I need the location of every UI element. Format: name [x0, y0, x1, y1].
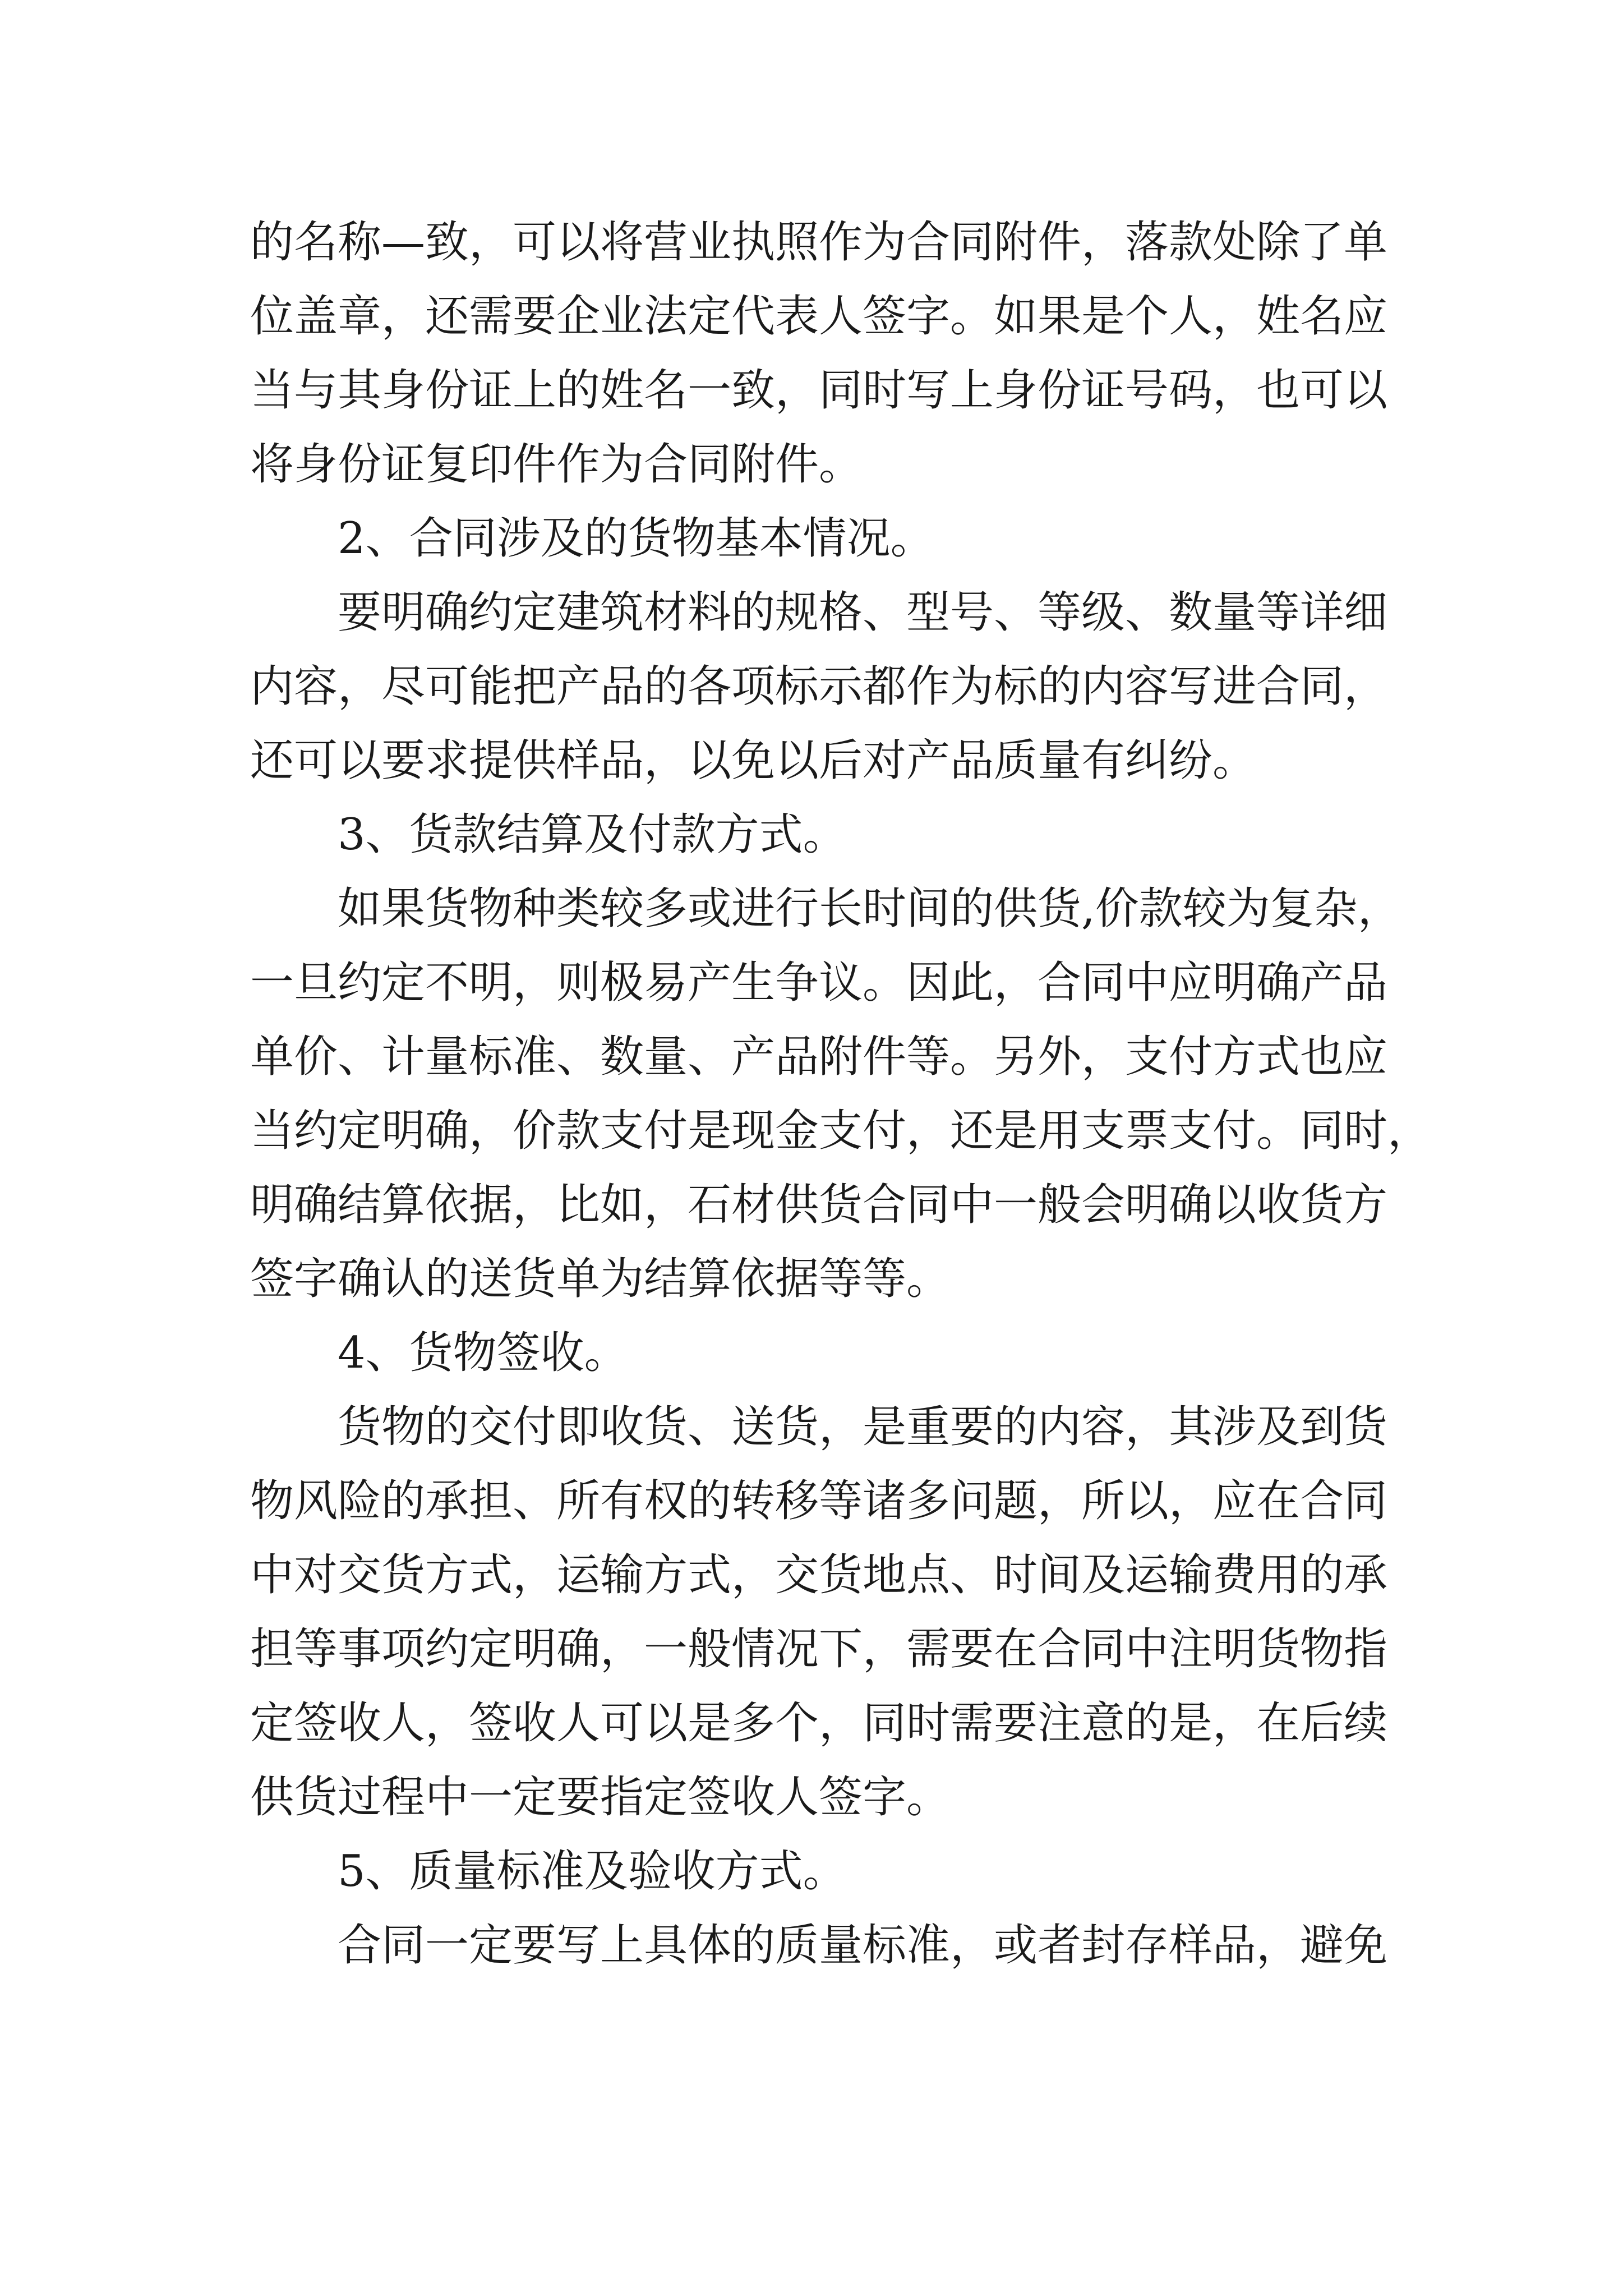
text-line: 还可以要求提供样品，以免以后对产品质量有纠纷。 — [250, 735, 1257, 786]
text-line: 3、货款结算及付款方式。 — [338, 809, 847, 860]
text-line: 位盖章，还需要企业法定代表人签字。如果是个人，姓名应 — [250, 291, 1388, 342]
text-line: 供货过程中一定要指定签收人签字。 — [250, 1772, 951, 1823]
text-line: 5、质量标准及验收方式。 — [338, 1846, 847, 1897]
text-line: 当与其身份证上的姓名一致，同时写上身份证号码，也可以 — [250, 365, 1388, 416]
text-line: 定签收人，签收人可以是多个，同时需要注意的是，在后续 — [250, 1698, 1388, 1749]
text-line: 内容，尽可能把产品的各项标示都作为标的内容写进合同， — [250, 661, 1388, 712]
text-line: 要明确约定建筑材料的规格、型号、等级、数量等详细 — [338, 587, 1388, 638]
text-line: 明确结算依据，比如，石材供货合同中一般会明确以收货方 — [250, 1180, 1388, 1230]
text-line: 当约定明确，价款支付是现金支付，还是用支票支付。同时， — [250, 1106, 1432, 1156]
text-line: 一旦约定不明，则极易产生争议。因此，合同中应明确产品 — [250, 958, 1388, 1008]
text-line: 担等事项约定明确，一般情况下，需要在合同中注明货物指 — [250, 1624, 1388, 1674]
text-line: 4、货物签收。 — [338, 1328, 628, 1378]
text-line: 单价、计量标准、数量、产品附件等。另外，支付方式也应 — [250, 1032, 1388, 1082]
text-line: 中对交货方式，运输方式，交货地点、时间及运输费用的承 — [250, 1550, 1388, 1600]
text-line: 合同一定要写上具体的质量标准，或者封存样品，避免 — [338, 1920, 1388, 1971]
text-line: 如果货物种类较多或进行长时间的供货,价款较为复杂， — [338, 884, 1401, 934]
text-line: 的名称—致，可以将营业执照作为合同附件，落款处除了单 — [250, 217, 1388, 268]
text-line: 2、合同涉及的货物基本情况。 — [338, 513, 934, 564]
text-line: 将身份证复印件作为合同附件。 — [250, 439, 863, 490]
text-line: 签字确认的送货单为结算依据等等。 — [250, 1254, 951, 1304]
document-body — [250, 205, 1432, 1982]
text-line: 货物的交付即收货、送货，是重要的内容，其涉及到货 — [338, 1402, 1388, 1452]
text-line: 物风险的承担、所有权的转移等诸多问题，所以，应在合同 — [250, 1476, 1388, 1526]
